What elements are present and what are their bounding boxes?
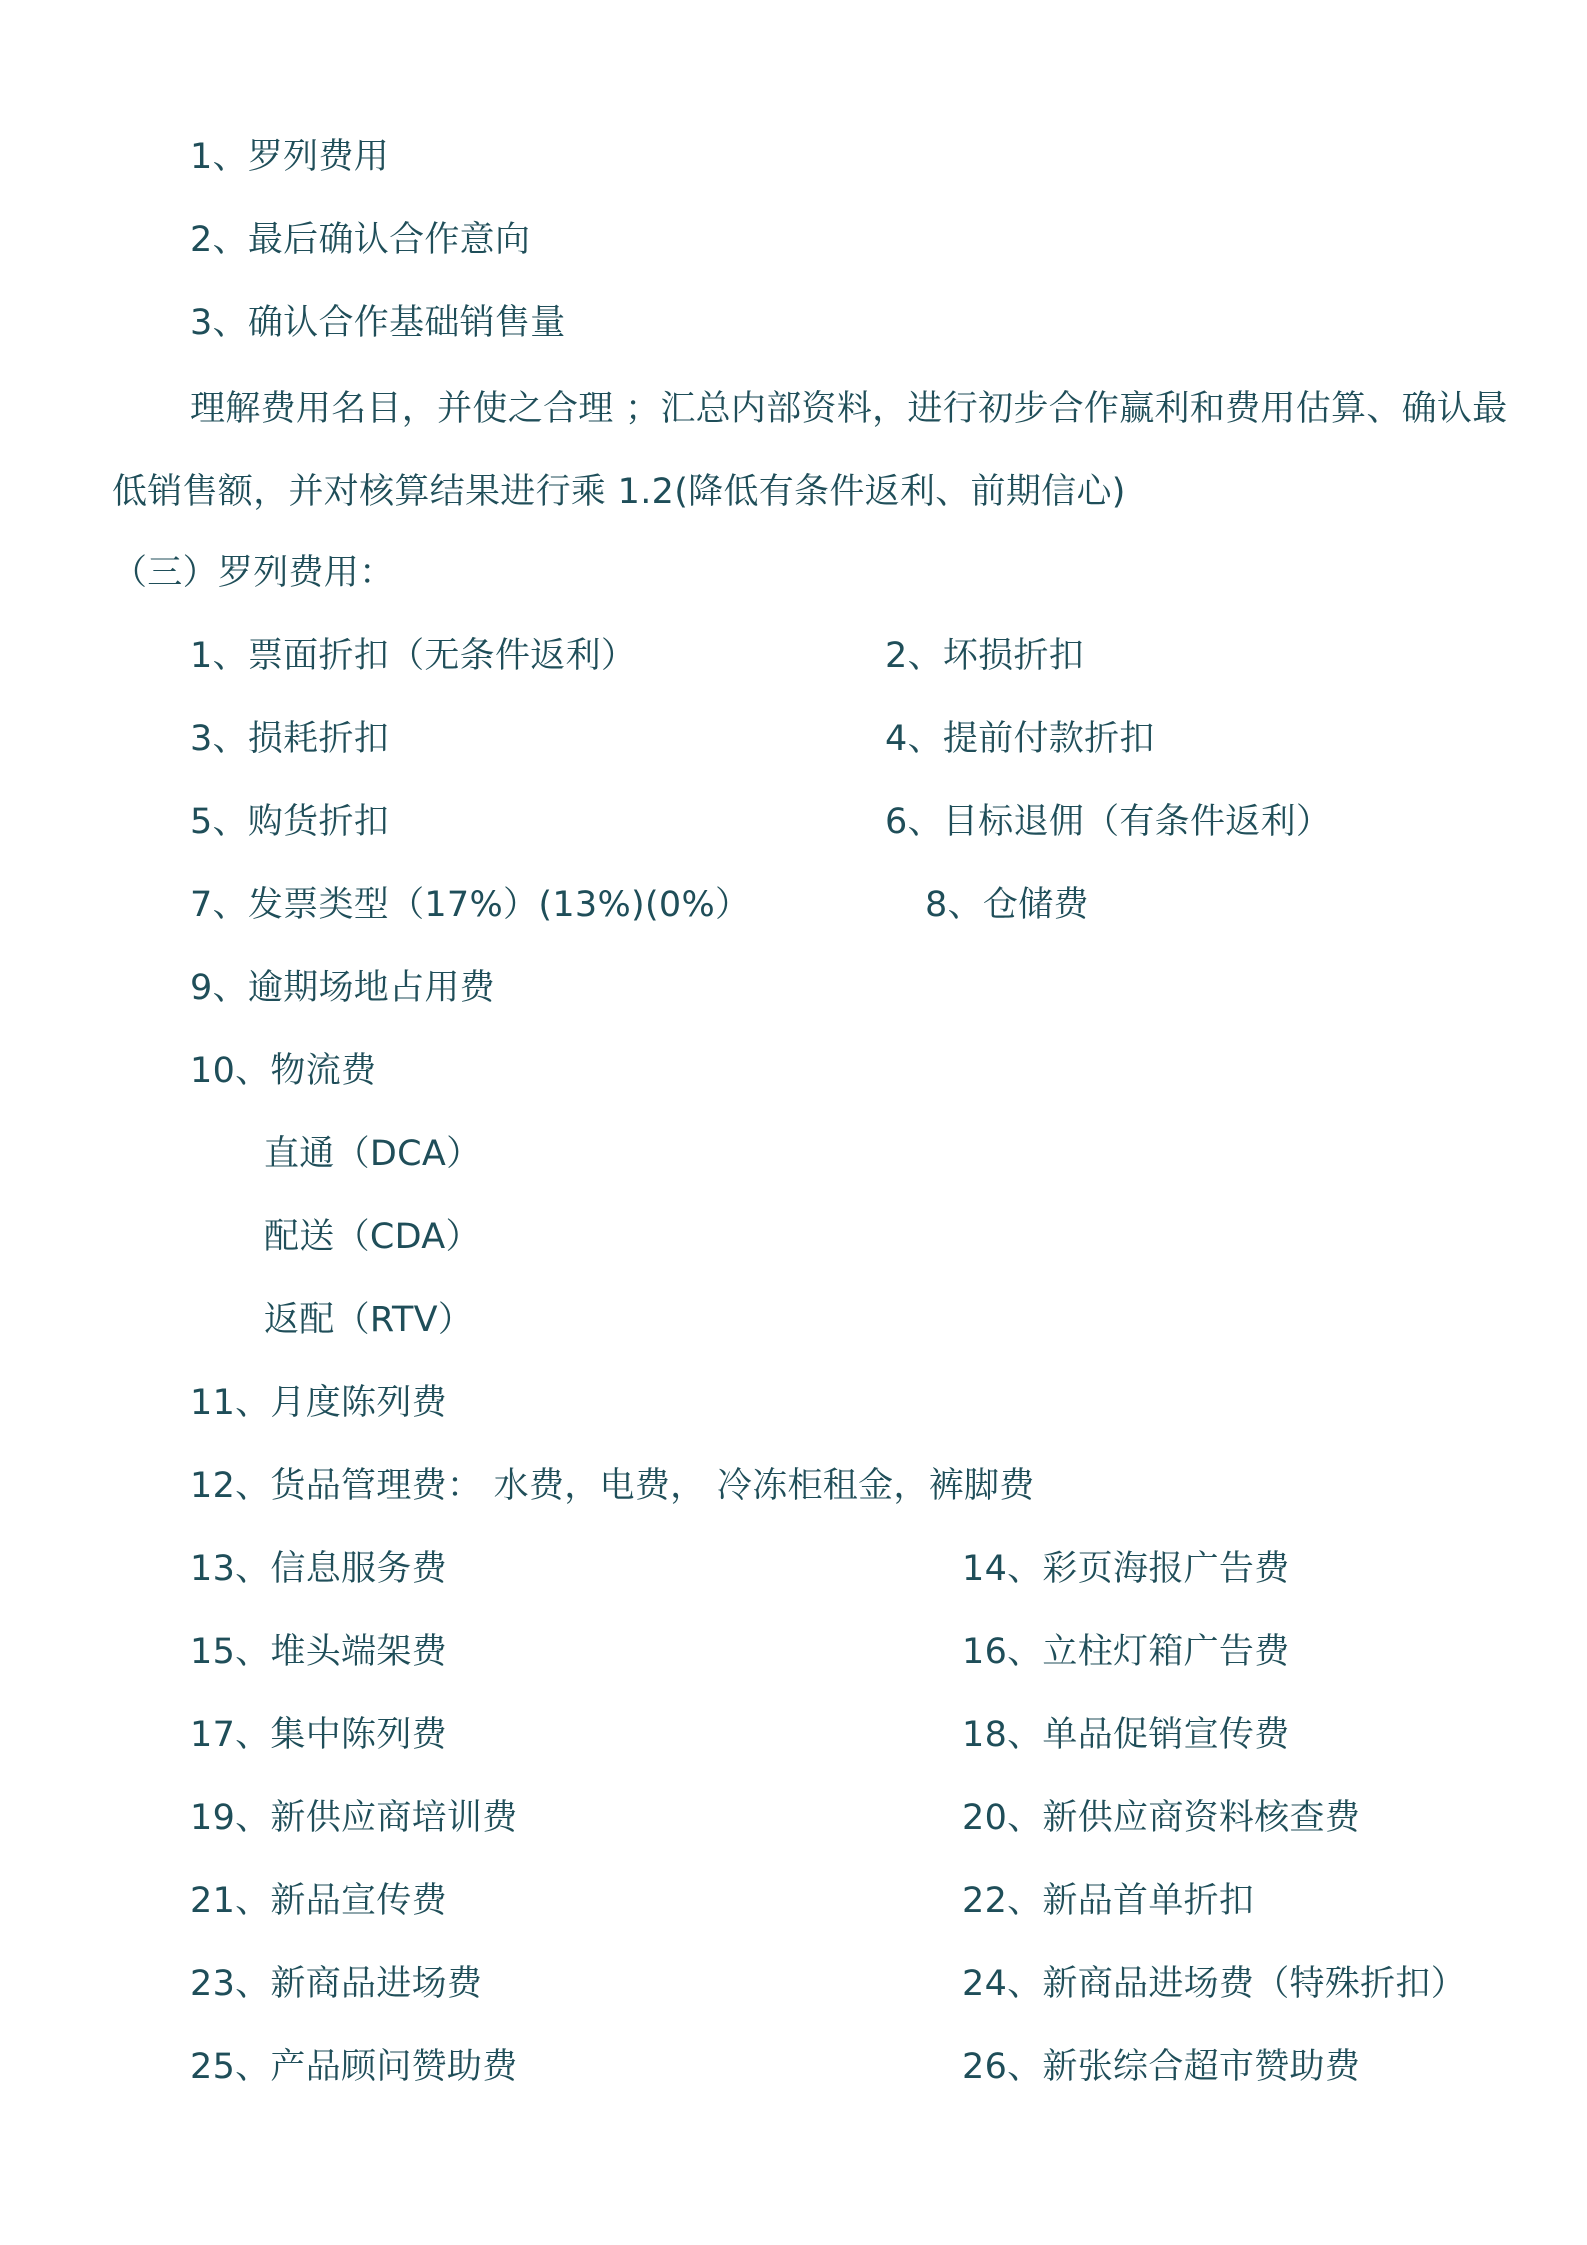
fee-item-4: 4、提前付款折扣 [885, 719, 1155, 759]
fee-item-17: 17、集中陈列费 [190, 1715, 447, 1755]
fee-item-10: 10、物流费 [190, 1051, 377, 1091]
fee-item-9: 9、逾期场地占用费 [190, 968, 495, 1008]
fee-item-19: 19、新供应商培训费 [190, 1798, 518, 1838]
section-heading: （三）罗列费用： [112, 553, 395, 593]
intro-step-2: 2、最后确认合作意向 [190, 220, 531, 260]
fee-item-3: 3、损耗折扣 [190, 719, 390, 759]
fee-item-15: 15、堆头端架费 [190, 1632, 447, 1672]
fee-item-12: 12、货品管理费： 水费，电费， 冷冻柜租金，裤脚费 [190, 1466, 1035, 1506]
fee-item-26: 26、新张综合超市赞助费 [962, 2047, 1361, 2087]
fee-item-7: 7、发票类型（17%）(13%)(0%） [190, 885, 751, 925]
logistics-sub-cda: 配送（CDA） [264, 1217, 481, 1257]
intro-step-1: 1、罗列费用 [190, 137, 390, 177]
fee-item-5: 5、购货折扣 [190, 802, 390, 842]
fee-item-1: 1、票面折扣（无条件返利） [190, 636, 637, 676]
logistics-sub-rtv: 返配（RTV） [264, 1300, 474, 1340]
fee-item-20: 20、新供应商资料核查费 [962, 1798, 1361, 1838]
fee-item-14: 14、彩页海报广告费 [962, 1549, 1290, 1589]
fee-item-21: 21、新品宣传费 [190, 1881, 447, 1921]
fee-item-2: 2、坏损折扣 [885, 636, 1085, 676]
fee-item-6: 6、目标退佣（有条件返利） [885, 802, 1332, 842]
fee-item-13: 13、信息服务费 [190, 1549, 447, 1589]
body-paragraph: 理解费用名目，并使之合理 ；汇总内部资料，进行初步合作赢利和费用估算、确认最低销售额，并对核算结果进行乘 1.2(降低有条件返利、前期信心) [112, 389, 1508, 512]
fee-item-22: 22、新品首单折扣 [962, 1881, 1255, 1921]
fee-item-25: 25、产品顾问赞助费 [190, 2047, 518, 2087]
fee-item-16: 16、立柱灯箱广告费 [962, 1632, 1290, 1672]
fee-item-23: 23、新商品进场费 [190, 1964, 483, 2004]
fee-item-11: 11、月度陈列费 [190, 1383, 447, 1423]
intro-step-3: 3、确认合作基础销售量 [190, 303, 566, 343]
fee-item-24: 24、新商品进场费（特殊折扣） [962, 1964, 1467, 2004]
logistics-sub-dca: 直通（DCA） [264, 1134, 482, 1174]
fee-item-18: 18、单品促销宣传费 [962, 1715, 1290, 1755]
fee-item-8: 8、仓储费 [925, 885, 1089, 925]
